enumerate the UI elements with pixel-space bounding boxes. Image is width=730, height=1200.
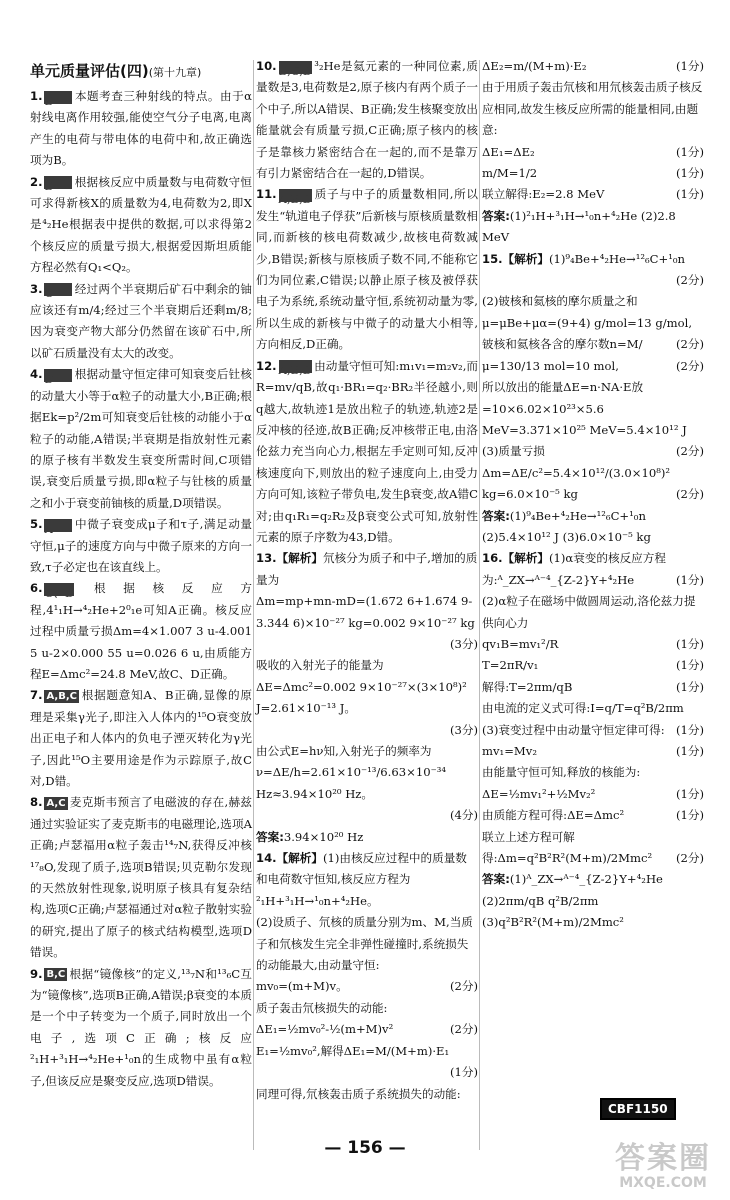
column-divider <box>479 60 480 1150</box>
answer-label: A,B,D <box>279 189 313 202</box>
answer-label: A,B,C <box>46 690 77 702</box>
answer-label: A <box>44 519 72 532</box>
answer-item: 8. A,C 麦克斯韦预言了电磁波的存在,赫兹通过实验证实了麦克斯韦的电磁理论,选项A正确;卢瑟福用α粒子轰击¹⁴₇N,获得反冲核¹⁷₈O,发现了质子,选项B错误;贝克勒尔发现的天然放射性现象,说明原子核具有复杂结构,选项C正确;卢瑟福通过对α粒子散射实验的研究,提出了原子的核式结构模型,选项D错误。 <box>30 795 252 960</box>
answer-label: A,C <box>46 797 66 809</box>
answer-label: C、D <box>44 583 74 596</box>
answer-label: B <box>44 176 72 189</box>
answer-item: 5. A 中微子衰变成μ子和τ子,满足动量守恒,μ子的速度方向与中微子原来的方向一致,τ子必定也在该直线上。 <box>30 517 252 574</box>
answer-item: 4. D 根据动量守恒定律可知衰变后钍核的动量大小等于α粒子的动量大小,B正确;根据Ek=p²/2m可知衰变后钍核的动能小于α粒子的动能,A错误;半衰期是指放射性元素的原子核有半数发生衰变所需时间,C项错误,衰变后质量亏损,即α粒子与钍核的质量之和小于衰变前铀核的质量,D项错误。 <box>30 367 252 510</box>
answer-item: 10. B,C,D ³₂He是氦元素的一种同位素,质量数是3,电荷数是2,原子核内有两个质子一个中子,所以A错误、B正确;发生核聚变放出能量就会有质量亏损,C正确;原子核内的核子是靠核力紧密结合在一起的,而不是靠万有引力紧密结合在一起的,D错误。 <box>256 59 478 181</box>
title-text: 单元质量评估(四) <box>30 62 149 80</box>
answer-item: 2. B 根据核反应中质量数与电荷数守恒可求得新核X的质量数为4,电荷数为2,即X是⁴₂He根据表中提供的数据,可以求得第2个核反应的质量亏损大,根据爱因斯坦质能方程必然有Q₁<Q₂。 <box>30 174 252 275</box>
answer-label: C <box>44 283 72 296</box>
answer-item: 1. B 本题考查三种射线的特点。由于α射线电离作用较强,能使空气分子电离,电离产生的电荷与带电体的电荷中和,故正确选项为B。 <box>30 89 252 168</box>
answer-item: 9. B,C 根据“镜像核”的定义,¹³₇N和¹³₆C互为“镜像核”,选项B正确,A错误;β衰变的本质是一个中子转变为一个质子,同时放出一个电子,选项C正确;核反应²₁H+³₁H→⁴₂He+¹₀n的生成物中虽有α粒子,但该反应是聚变反应,选项D错误。 <box>30 966 252 1088</box>
answer-item: 3. C 经过两个半衰期后矿石中剩余的铀应该还有m/4;经过三个半衰期后还剩m/8;因为衰变产物大部分仍然留在该矿石中,所以矿石质量没有太大的改变。 <box>30 281 252 360</box>
answer-label: A,B,D <box>279 360 313 373</box>
answer-item: 7. A,B,C 根据题意知A、B正确,显像的原理是采集γ光子,即注入人体内的¹⁵O衰变放出正电子和人体内的负电子湮灭转化为γ光子,因此¹⁵O主要用途是作为示踪原子,故C对,D错。 <box>30 688 252 788</box>
answer-label: B <box>44 91 72 104</box>
page-number: — 156 — <box>324 1138 406 1158</box>
column-right: ΔE₂=m/(M+m)·E₂ (1分) 由于用质子轰击氘核和用氘核轰击质子核反应相同,故发生核反应所需的能量相同,由题意: ΔE₁=ΔE₂ (1分) m/M=1/2 (1分) 联立解得:E₂=2.8 MeV (1分) 答案:(1)²₁H+³₁H→¹₀n+⁴₂He (2)2.8 MeV 15.【解析】(1)⁹₄Be+⁴₂He→¹²₆C+¹₀n (2分) (2)铍核和氦核的摩尔质量之和 μ=μBe+μα=(9+4) g/mol=13 g/mol, (2分) 铍核和氦核各含的摩尔数n=M/μ=130/13 mol=10 mol, (2分) 所以放出的能量ΔE=n·NA·E放=10×6.02×10²³×5.6 MeV=3.371×10²⁵ MeV=5.4×10¹² J (2分) (3)质量亏损Δm=ΔE/c²=5.4×10¹²/(3.0×10⁸)² kg=6.0×10⁻⁵ kg (2分) 答案:(1)⁹₄Be+⁴₂He→¹²₆C+¹₀n (2)5.4×10¹² J (3)6.0×10⁻⁵ kg 16.【解析】(1)α衰变的核反应方程为:ᴬ_ZX→ᴬ⁻⁴_{Z-2}Y+⁴₂He (1分) (2)α粒子在磁场中做圆周运动,洛伦兹力提供向心力 qv₁B=mv₁²/R (1分) T=2πR/v₁ (1分) 解得:T=2πm/qB (1分) 由电流的定义式可得:I=q/T=q²B/2πm (1分) (3)衰变过程中由动量守恒定律可得: mv₁=Mv₂ (1分) 由能量守恒可知,释放的核能为: ΔE=½mv₁²+½Mv₂² (1分) 由质能方程可得:ΔE=Δmc² (1分) 联立上述方程可解得:Δm=q²B²R²(M+m)/2Mmc² (2分) 答案:(1)ᴬ_ZX→ᴬ⁻⁴_{Z-2}Y+⁴₂He (2)2πm/qB q²B/2πm (3)q²B²R²(M+m)/2Mmc² <box>482 59 704 930</box>
question-13: 13.【解析】氘核分为质子和中子,增加的质量为 Δm=mp+mn-mD=(1.672 6+1.674 9-3.344 6)×10⁻²⁷ kg=0.002 9×10⁻²⁷ kg (3分) 吸收的入射光子的能量为 ΔE=Δmc²=0.002 9×10⁻²⁷×(3×10⁸)² J=2.61×10⁻¹³ J。 (3分) 由公式E=hν知,入射光子的频率为 ν=ΔE/h=2.61×10⁻¹³/6.63×10⁻³⁴ Hz≈3.94×10²⁰ Hz。 (4分) 答案:3.94×10²⁰ Hz <box>256 551 478 844</box>
answer-label: B,C,D <box>279 61 313 74</box>
column-divider <box>253 60 254 1150</box>
page-title <box>30 58 252 86</box>
chapter-text: (第十九章) <box>148 66 202 79</box>
answer-item: 12. A,B,D 由动量守恒可知:m₁v₁=m₂v₂,而R=mv/qB,故q₁·BR₁=q₂·BR₂半径越小,则q越大,故轨迹1是放出粒子的轨迹,轨迹2是反冲核的径迹,故B正确;反冲核带正电,由洛伦兹力充当向心力,根据左手定则可知,反冲核速度向下,则放出的粒子速度向上,由受力方向可知,该粒子带负电,发生β衰变,故A错C对;由q₁R₁=q₂R₂及β衰变公式可知,放射性元素的原子序数为43,D错。 <box>256 358 478 544</box>
answer-item: 11. A,B,D 质子与中子的质量数相同,所以发生“轨道电子俘获”后新核与原核质量数相同,而新核的核电荷数减少,故核电荷数减少,B错误;新核与原核质子数不同,不能称它们为同位素,C错误;以静止原子核及被俘获电子为系统,系统动量守恒,系统初动量为零,所以生成的新核与中微子的动量大小相等,方向相反,D正确。 <box>256 187 478 352</box>
answer-label: B,C <box>46 969 66 981</box>
watermark: 答案圈 MXQE.COM <box>615 1141 711 1191</box>
question-14: 14.【解析】(1)由核反应过程中的质量数和电荷数守恒知,核反应方程为 ²₁H+³₁H→¹₀n+⁴₂He。 (2)设质子、氘核的质量分别为m、M,当质子和氘核发生完全非弹性碰撞时,系统损失的动能最大,由动量守恒: mv₀=(m+M)v。 (2分) 质子轰击氘核损失的动能: ΔE₁=½mv₀²-½(m+M)v² (2分) E₁=½mv₀²,解得ΔE₁=M/(M+m)·E₁ (1分) 同理可得,氘核轰击质子系统损失的动能: <box>256 851 478 1101</box>
answer-item: 6. C、D 根据核反应方程,4¹₁H→⁴₂He+2⁰₁e可知A正确。核反应过程中质量亏损Δm=4×1.007 3 u-4.001 5 u-2×0.000 55 u=0.026 6 u,由质能方程E=Δmc²=24.8 MeV,故C、D正确。 <box>30 581 252 681</box>
book-code: CBF1150 <box>600 1098 676 1120</box>
column-left <box>30 56 252 1092</box>
column-middle <box>256 56 478 1105</box>
answer-label: D <box>44 369 72 382</box>
